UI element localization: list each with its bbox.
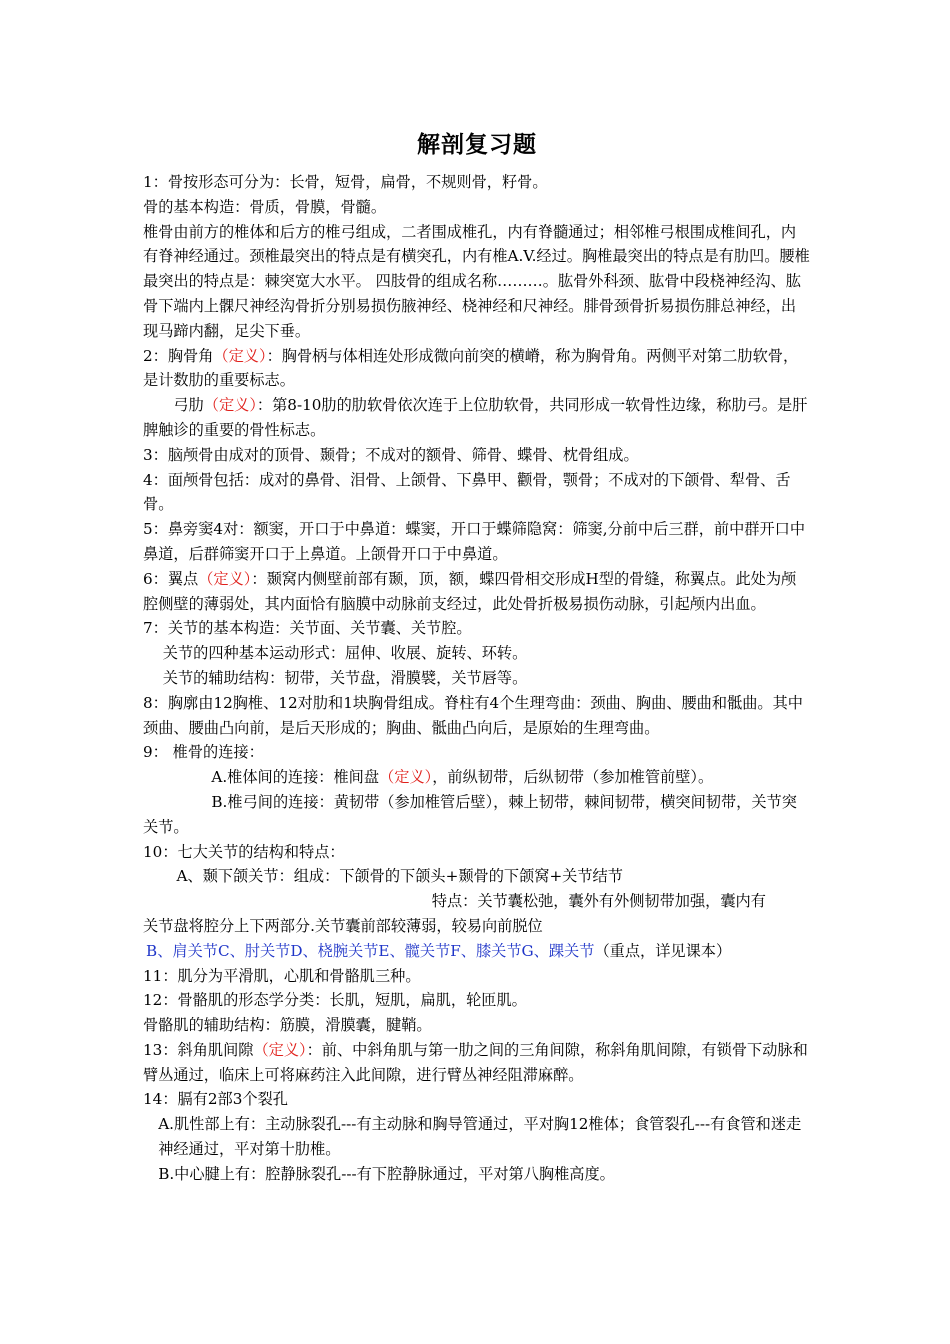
definition-tag: （定义） (213, 346, 267, 365)
item-13-text: ：前、中斜角肌与第一肋之间的三角间隙，称斜角肌间隙，有锁骨下动脉和臂丛通过，临床上可将麻药注入此间隙，进行臂丛神经阻滞麻醉。 (143, 1040, 808, 1084)
costal-arch-text: ：第8-10肋的肋软骨依次连于上位肋软骨，共同形成一软骨性边缘，称肋弓。是肝脾触诊的重要的骨性标志。 (143, 396, 808, 439)
definition-tag: （定义） (203, 396, 257, 415)
item-9-vertebral-joints: 9： 椎骨的连接： (143, 743, 264, 762)
item-5-paranasal-sinuses: 5：鼻旁窦4对：额窦，开口于中鼻道：蝶窦，开口于蝶筛隐窝：筛窦,分前中后三群，前中群开口中鼻道，后群筛窦开口于上鼻道。上颌骨开口于中鼻道。 (143, 520, 806, 563)
item-6-pterion (143, 567, 811, 617)
item-2-sternal-angle (143, 344, 811, 394)
item-3-cranial-bones: 3：脑颅骨由成对的顶骨、颞骨；不成对的额骨、筛骨、蝶骨、枕骨组成。 (143, 445, 639, 464)
joint-note: （重点，详见课本） (594, 941, 732, 960)
item-14-diaphragm: 14：膈有2部3个裂孔 (143, 1090, 288, 1109)
page-title: 解剖复习题 (417, 131, 537, 158)
item-7-accessory-structures: 关节的辅助结构：韧带，关节盘，滑膜襞，关节唇等。 (162, 668, 528, 687)
item-10-tmj-features: 特点：关节囊松弛，囊外有外侧韧带加强，囊内有 (431, 892, 766, 911)
item-1-bone-shapes: 1：骨按形态可分为：长骨，短骨，扁骨，不规则骨，籽骨。 (143, 173, 548, 191)
item-9-a-text: ，前纵韧带，后纵韧带（参加椎管前壁）。 (432, 768, 714, 787)
item-7-joint-structure: 7：关节的基本构造：关节面、关节囊、关节腔。 (143, 619, 472, 638)
item-2-label: 2：胸骨角 (143, 346, 214, 365)
item-13-label: 13：斜角肌间隙 (143, 1040, 254, 1059)
item-9-b-text: B.椎弓间的连接：黄韧带（参加椎管后壁），棘上韧带，棘间韧带，横突间韧带，关节突关节。 (143, 792, 797, 836)
item-6-label: 6：翼点 (143, 569, 199, 588)
item-11-muscle-types: 11：肌分为平滑肌，心肌和骨骼肌三种。 (143, 966, 421, 985)
document-page (143, 128, 811, 1187)
item-1-bone-structure: 骨的基本构造：骨质，骨膜，骨髓。 (143, 197, 386, 216)
costal-arch-label: 弓肋 (173, 396, 204, 415)
item-1-vertebra: 椎骨由前方的椎体和后方的椎弓组成，二者围成椎孔，内有脊髓通过；相邻椎弓根围成椎间孔，内有脊神经通过。颈椎最突出的特点是有横突孔，内有椎A.V.经过。胸椎最突出的特点是有肋凹。腰椎最突出的特点是：棘突宽大水平。 四肢骨的组成名称………。肱骨外科颈、肱骨中段桡神经沟、肱骨下端内上髁尺神经沟骨折分别易损伤腋神经、桡神经和尺神经。腓骨颈骨折易损伤腓总神经，出现马蹄内翻，足尖下垂。 (143, 222, 810, 340)
item-12-muscle-accessories: 骨骼肌的辅助结构：筋膜，滑膜囊，腱鞘。 (143, 1016, 432, 1035)
item-6-text: ：颞窝内侧壁前部有颞，顶，额，蝶四骨相交形成H型的骨缝，称翼点。此处为颅腔侧壁的薄弱处，其内面恰有脑膜中动脉前支经过，此处骨折极易损伤动脉，引起颅内出血。 (143, 569, 797, 613)
item-12-muscle-shapes: 12：骨骼肌的形态学分类：长肌，短肌，扁肌，轮匝肌。 (143, 991, 527, 1010)
item-14-central-tendon: B.中心腱上有：腔静脉裂孔---有下腔静脉通过，平对第八胸椎高度。 (158, 1164, 615, 1183)
definition-tag: （定义） (198, 569, 252, 588)
item-2-costal-arch (143, 393, 811, 443)
item-9-a-label: A.椎体间的连接：椎间盘 (211, 768, 380, 787)
item-10-tmj-disc: 关节盘将腔分上下两部分.关节囊前部较薄弱，较易向前脱位 (143, 916, 543, 935)
definition-tag: （定义） (253, 1040, 307, 1059)
item-9-body-joints (143, 765, 811, 790)
joint-list: B、肩关节C、肘关节D、桡腕关节E、髋关节F、膝关节G、踝关节 (146, 941, 595, 960)
item-14-muscular-part: A.肌性部上有：主动脉裂孔---有主动脉和胸导管通过，平对胸12椎体；食管裂孔---有食管和迷走神经通过，平对第十肋椎。 (158, 1115, 802, 1159)
item-7-joint-movements: 关节的四种基本运动形式：屈伸、收展、旋转、环转。 (162, 644, 528, 663)
item-10-major-joints: 10：七大关节的结构和特点： (143, 842, 345, 861)
item-13-scalene-gap (143, 1038, 811, 1088)
item-9-arch-joints (143, 790, 811, 840)
definition-tag: （定义） (379, 768, 433, 787)
item-10-tmj: A、颞下颌关节：组成：下颌骨的下颌头+颞骨的下颌窝+关节结节 (176, 867, 623, 886)
item-10-other-joints (143, 939, 811, 964)
item-4-facial-bones: 4：面颅骨包括：成对的鼻骨、泪骨、上颌骨、下鼻甲、颧骨，颚骨；不成对的下颌骨、犁骨、舌骨。 (143, 470, 791, 514)
item-2-text: ：胸骨柄与体相连处形成微向前突的横嵴，称为胸骨角。两侧平对第二肋软骨，是计数肋的重要标志。 (143, 346, 799, 390)
item-8-thorax: 8：胸廓由12胸椎、12对肋和1块胸骨组成。脊柱有4个生理弯曲：颈曲、胸曲、腰曲和骶曲。其中颈曲、腰曲凸向前，是后天形成的；胸曲、骶曲凸向后，是原始的生理弯曲。 (143, 693, 803, 737)
